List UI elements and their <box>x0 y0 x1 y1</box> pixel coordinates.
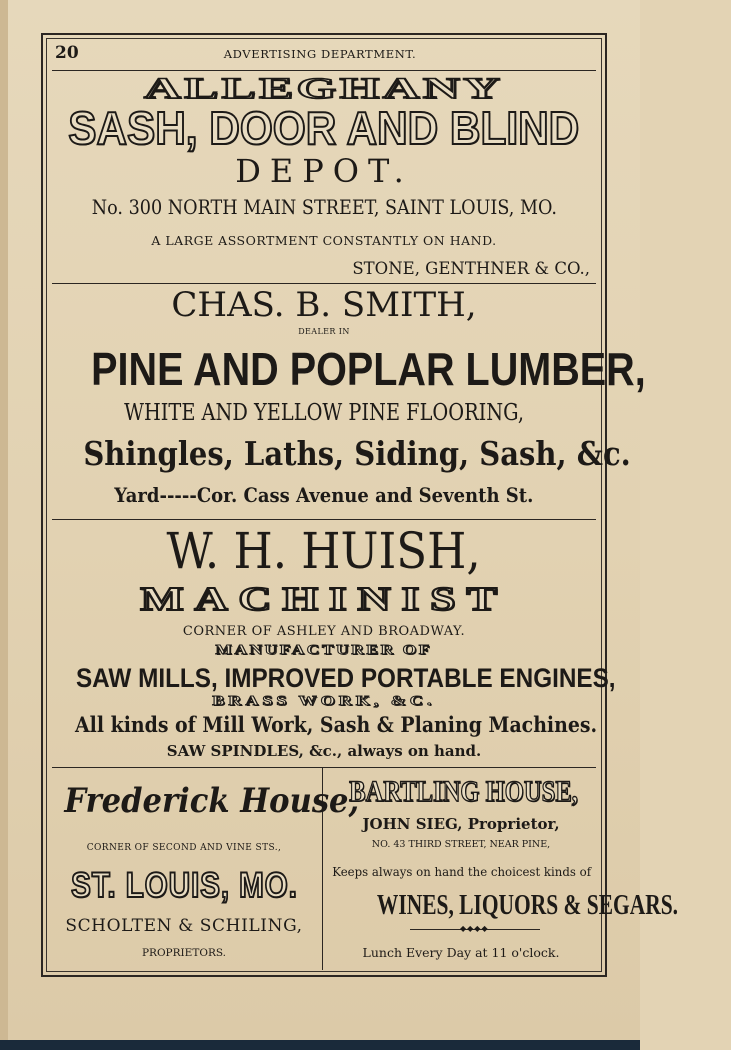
ad2-headline: PINE AND POPLAR LUMBER, <box>91 343 646 395</box>
rule-ad1 <box>52 283 596 284</box>
ad3-corner: CORNER OF ASHLEY AND BROADWAY. <box>182 624 466 639</box>
ad1-firm: STONE, GENTHNER & CO., <box>352 259 590 278</box>
rule-ad2 <box>52 519 596 520</box>
ornament-dots: ◆◆◆◆ <box>460 924 489 933</box>
ad3-trade: MACHINIST <box>140 581 508 618</box>
ad1-depot: DEPOT. <box>235 152 413 190</box>
ad3-manufacturer: MANUFACTURER OF <box>215 643 433 658</box>
ad2-name: CHAS. B. SMITH, <box>171 285 477 325</box>
header-rule <box>52 70 596 71</box>
ad3-brass: BRASS WORK, &C. <box>212 694 436 709</box>
ad2-flooring: WHITE AND YELLOW PINE FLOORING, <box>124 400 524 426</box>
ad4-owners: SCHOLTEN & SCHILING, <box>65 916 303 936</box>
ad4-corner: CORNER OF SECOND AND VINE STS., <box>86 843 282 853</box>
ad4-city: ST. LOUIS, MO. <box>70 866 298 905</box>
ad5-role: Proprietor, <box>467 815 560 833</box>
ad5-lunch: Lunch Every Day at 11 o'clock. <box>362 945 560 960</box>
ad2-shingles: Shingles, Laths, Siding, Sash, &c. <box>83 434 631 473</box>
ad5-owner-line <box>324 813 598 835</box>
ad1-headline: SASH, DOOR AND BLIND <box>68 102 580 154</box>
ad5-tagline: Keeps always on hand the choicest kinds of <box>332 864 592 879</box>
ad4-role: PROPRIETORS. <box>141 947 227 959</box>
ad3-name: W. H. HUISH, <box>166 522 482 580</box>
ad5-address: NO. 43 THIRD STREET, NEAR PINE, <box>371 839 551 850</box>
bottom-edge <box>0 1040 640 1050</box>
ad5-name: BARTLING HOUSE, <box>349 775 578 808</box>
ad1-name: ALLEGHANY <box>144 72 504 105</box>
ad1-address: No. 300 NORTH MAIN STREET, SAINT LOUIS, MO. <box>91 195 557 219</box>
page-edge <box>0 0 8 1050</box>
ad3-spindles: SAW SPINDLES, &c., always on hand. <box>166 742 482 760</box>
ad4-name: Frederick House, <box>64 781 360 821</box>
rule-ad3 <box>52 767 596 768</box>
ad5-goods: WINES, LIQUORS & SEGARS. <box>376 889 679 921</box>
ad3-sawmills: SAW MILLS, IMPROVED PORTABLE ENGINES, <box>75 663 616 693</box>
page-number: 20 <box>55 43 79 63</box>
ad3-millwork: All kinds of Mill Work, Sash & Planing Machines. <box>75 712 598 737</box>
ad2-dealer: DEALER IN <box>298 327 350 336</box>
ad2-yard: Yard-----Cor. Cass Avenue and Seventh St. <box>114 483 534 507</box>
running-header: ADVERTISING DEPARTMENT. <box>223 47 417 61</box>
ad1-tagline: A LARGE ASSORTMENT CONSTANTLY ON HAND. <box>151 233 497 248</box>
ad5-owner: JOHN SIEG, <box>362 815 463 833</box>
